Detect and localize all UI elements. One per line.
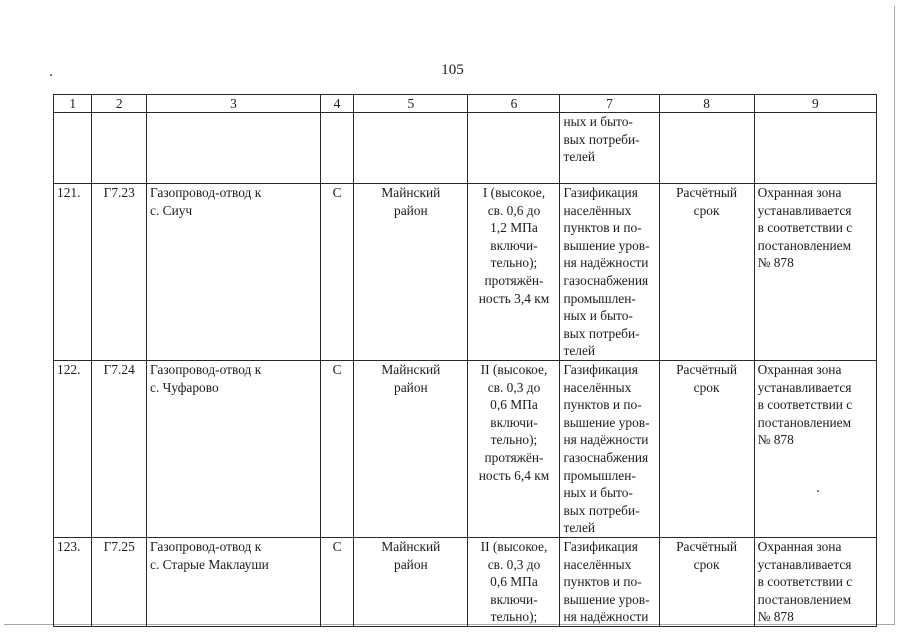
cell-purpose bbox=[560, 184, 659, 361]
cell-empty bbox=[320, 113, 353, 184]
cell-empty bbox=[147, 113, 321, 184]
text-line: Газопровод-отвод к bbox=[150, 185, 262, 200]
text-line: пунктов и по- bbox=[563, 397, 642, 413]
text-line: телей bbox=[563, 149, 596, 165]
column-header: 9 bbox=[754, 95, 876, 113]
text-line: 1,2 МПа bbox=[490, 220, 538, 236]
column-header: 8 bbox=[659, 95, 754, 113]
cell-code: Г7.24 bbox=[92, 361, 147, 538]
cell-number: 122. bbox=[54, 361, 92, 538]
column-header: 5 bbox=[354, 95, 468, 113]
cell-name bbox=[147, 361, 321, 538]
text-line: Газопровод-отвод к bbox=[150, 538, 262, 554]
text-line: тельно); bbox=[490, 255, 538, 271]
text-line: вых потреби- bbox=[563, 502, 640, 518]
text-line: Газификация bbox=[563, 538, 638, 554]
text-line: район bbox=[394, 556, 428, 572]
cell-district bbox=[354, 537, 468, 626]
cell-purpose bbox=[560, 361, 659, 538]
cell-parameters bbox=[468, 537, 560, 626]
continuation-row bbox=[54, 113, 877, 184]
text-line: тельно); bbox=[490, 432, 538, 448]
text-line: срок bbox=[693, 379, 720, 395]
text-line: населённых bbox=[563, 379, 632, 395]
text-line: св. 0,3 до bbox=[487, 556, 541, 572]
cell-protection-zone bbox=[754, 537, 876, 626]
text-line: срок bbox=[693, 556, 720, 572]
text-line: протяжён- bbox=[484, 449, 544, 465]
text-line: включи- bbox=[490, 237, 538, 253]
cell-district bbox=[354, 361, 468, 538]
register-table bbox=[53, 94, 877, 627]
text-line: ня надёжности bbox=[563, 432, 649, 448]
text-line: Расчётный bbox=[676, 362, 738, 377]
text-line: ня надёжности bbox=[563, 255, 649, 271]
column-header: 3 bbox=[147, 95, 321, 113]
cell-code: Г7.23 bbox=[92, 184, 147, 361]
text-line: Майнский bbox=[381, 362, 441, 377]
text-line: № 878 bbox=[757, 432, 794, 448]
column-number-row bbox=[54, 95, 877, 113]
text-line: срок bbox=[693, 202, 720, 218]
cell-empty bbox=[92, 113, 147, 184]
text-line: № 878 bbox=[757, 255, 794, 271]
page-number: 105 bbox=[441, 62, 464, 78]
text-line: устанавливается bbox=[757, 556, 852, 572]
column-header: 4 bbox=[320, 95, 353, 113]
cell-status: С bbox=[320, 184, 353, 361]
text-line: II (высокое, bbox=[480, 362, 548, 377]
text-line: с. Чуфарово bbox=[150, 379, 219, 395]
text-line: № 878 bbox=[757, 609, 794, 625]
text-line: ность 3,4 км bbox=[478, 290, 550, 306]
cell-empty bbox=[754, 113, 876, 184]
text-line: промышлен- bbox=[563, 290, 636, 306]
text-line: 0,6 МПа bbox=[490, 397, 538, 413]
text-line: вых потреби- bbox=[563, 325, 640, 341]
text-line: Газификация bbox=[563, 185, 638, 200]
text-line: ня надёжности bbox=[563, 609, 649, 625]
table-row bbox=[54, 537, 877, 626]
text-line: св. 0,3 до bbox=[487, 379, 541, 395]
text-line: в соответствии с bbox=[757, 220, 853, 236]
text-line: населённых bbox=[563, 556, 632, 572]
text-line: пунктов и по- bbox=[563, 220, 642, 236]
text-line: протяжён- bbox=[484, 272, 544, 288]
cell-parameters bbox=[468, 361, 560, 538]
cell-empty bbox=[659, 113, 754, 184]
text-line: постановлением bbox=[757, 414, 852, 430]
text-line: Газопровод-отвод к bbox=[150, 362, 262, 377]
text-line: Расчётный bbox=[676, 538, 738, 554]
text-line: вышение уров- bbox=[563, 591, 650, 607]
cell-number: 123. bbox=[54, 537, 92, 626]
text-line: включи- bbox=[490, 414, 538, 430]
cell-term bbox=[659, 537, 754, 626]
text-line: Охранная зона bbox=[757, 538, 842, 554]
text-line: ных и быто- bbox=[563, 114, 633, 129]
text-line: пунктов и по- bbox=[563, 574, 642, 590]
text-line: постановлением bbox=[757, 591, 852, 607]
cell-term bbox=[659, 361, 754, 538]
cell-name bbox=[147, 537, 321, 626]
cell-empty bbox=[468, 113, 560, 184]
cell-number: 121. bbox=[54, 184, 92, 361]
cell-code: Г7.25 bbox=[92, 537, 147, 626]
text-line: Газификация bbox=[563, 362, 638, 377]
cell-empty bbox=[354, 113, 468, 184]
text-line: II (высокое, bbox=[480, 538, 548, 554]
cell-parameters bbox=[468, 184, 560, 361]
column-header: 2 bbox=[92, 95, 147, 113]
text-line: в соответствии с bbox=[757, 397, 853, 413]
cell-status: С bbox=[320, 537, 353, 626]
cell-status: С bbox=[320, 361, 353, 538]
text-line: телей bbox=[563, 520, 596, 536]
cell-protection-zone bbox=[754, 361, 876, 538]
cell-purpose bbox=[560, 537, 659, 626]
text-line: населённых bbox=[563, 202, 632, 218]
cell-term bbox=[659, 184, 754, 361]
text-line: с. Сиуч bbox=[150, 202, 193, 218]
text-line: район bbox=[394, 379, 428, 395]
text-line: газоснабжения bbox=[563, 449, 649, 465]
text-line: Расчётный bbox=[676, 185, 738, 200]
text-line: вых потреби- bbox=[563, 131, 640, 147]
table-row bbox=[54, 184, 877, 361]
cell-empty bbox=[54, 113, 92, 184]
text-line: устанавливается bbox=[757, 202, 852, 218]
text-line: Майнский bbox=[381, 185, 441, 200]
cell-name bbox=[147, 184, 321, 361]
cell-district bbox=[354, 184, 468, 361]
text-line: Охранная зона bbox=[757, 185, 842, 200]
text-line: вышение уров- bbox=[563, 237, 650, 253]
text-line: в соответствии с bbox=[757, 574, 853, 590]
text-line: ность 6,4 км bbox=[478, 467, 550, 483]
cell-protection-zone bbox=[754, 184, 876, 361]
text-line: с. Старые Маклауши bbox=[150, 556, 269, 572]
text-line: устанавливается bbox=[757, 379, 852, 395]
text-line: газоснабжения bbox=[563, 272, 649, 288]
text-line: тельно); bbox=[490, 609, 538, 625]
text-line: вышение уров- bbox=[563, 414, 650, 430]
text-line: телей bbox=[563, 343, 596, 359]
text-line: ных и быто- bbox=[563, 485, 633, 501]
text-line: I (высокое, bbox=[482, 185, 546, 200]
text-line: промышлен- bbox=[563, 467, 636, 483]
text-line: Майнский bbox=[381, 538, 441, 554]
text-line: Охранная зона bbox=[757, 362, 842, 377]
text-line: постановлением bbox=[757, 237, 852, 253]
text-line: ных и быто- bbox=[563, 308, 633, 324]
text-line: включи- bbox=[490, 591, 538, 607]
text-line: 0,6 МПа bbox=[490, 574, 538, 590]
column-header: 7 bbox=[560, 95, 659, 113]
table-row bbox=[54, 361, 877, 538]
column-header: 1 bbox=[54, 95, 92, 113]
column-header: 6 bbox=[468, 95, 560, 113]
cell-purpose-continued bbox=[560, 113, 659, 184]
text-line: район bbox=[394, 202, 428, 218]
text-line: св. 0,6 до bbox=[487, 202, 541, 218]
